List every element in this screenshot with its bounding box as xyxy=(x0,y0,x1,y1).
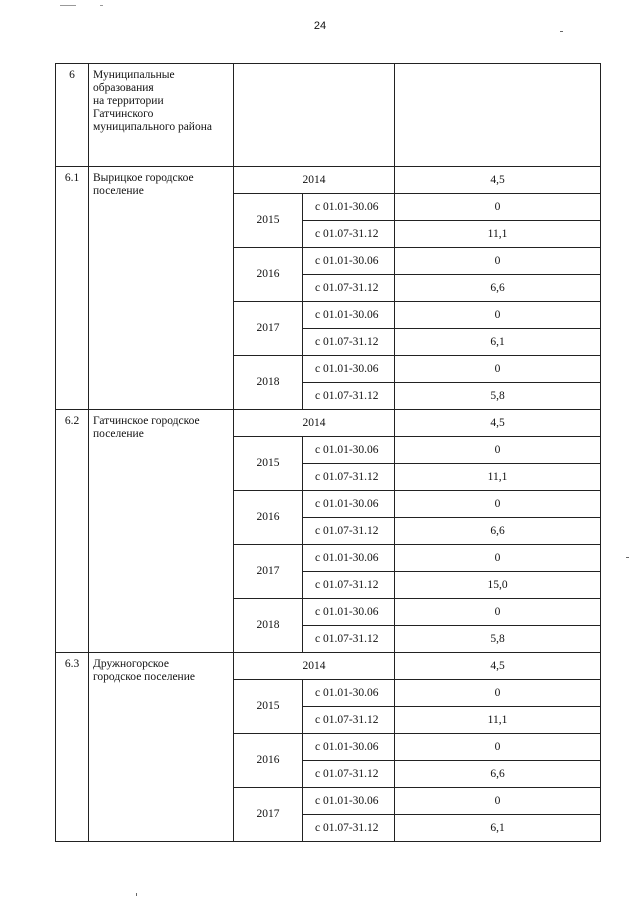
year-cell: 2014 xyxy=(234,653,395,680)
page-number: 24 xyxy=(313,20,327,32)
value-cell: 4,5 xyxy=(395,167,601,194)
year-cell: 2018 xyxy=(234,356,303,410)
name-line: Дружногорское xyxy=(93,658,169,670)
row-number: 6 xyxy=(56,64,89,167)
table-body xyxy=(56,64,601,842)
name-line: поселение xyxy=(93,185,144,197)
period-cell: с 01.01-30.06 xyxy=(303,356,395,383)
year-cell: 2014 xyxy=(234,167,395,194)
year-cell: 2018 xyxy=(234,599,303,653)
value-cell: 4,5 xyxy=(395,653,601,680)
value-cell: 0 xyxy=(395,491,601,518)
period-cell: с 01.01-30.06 xyxy=(303,302,395,329)
year-cell: 2017 xyxy=(234,302,303,356)
name-line: Гатчинское городское xyxy=(93,415,200,427)
period-cell: с 01.07-31.12 xyxy=(303,275,395,302)
value-cell: 0 xyxy=(395,788,601,815)
value-cell: 6,1 xyxy=(395,815,601,842)
year-cell: 2016 xyxy=(234,491,303,545)
name-line: Муниципальные xyxy=(93,69,175,81)
period-cell: с 01.07-31.12 xyxy=(303,815,395,842)
period-cell: с 01.01-30.06 xyxy=(303,680,395,707)
year-cell: 2016 xyxy=(234,248,303,302)
value-cell: 11,1 xyxy=(395,707,601,734)
value-cell: 0 xyxy=(395,302,601,329)
row-number: 6.3 xyxy=(56,653,89,842)
year-cell: 2015 xyxy=(234,680,303,734)
value-cell: 11,1 xyxy=(395,221,601,248)
scan-artifact xyxy=(136,893,137,896)
period-cell: с 01.07-31.12 xyxy=(303,707,395,734)
value-cell: 11,1 xyxy=(395,464,601,491)
table-row xyxy=(56,653,601,680)
value-cell: 0 xyxy=(395,734,601,761)
period-cell: с 01.07-31.12 xyxy=(303,383,395,410)
name-line: поселение xyxy=(93,428,144,440)
name-line: муниципального района xyxy=(93,121,212,133)
year-cell: 2017 xyxy=(234,545,303,599)
year-cell: 2015 xyxy=(234,194,303,248)
name-line: Вырицкое городское xyxy=(93,172,194,184)
table-row xyxy=(56,410,601,437)
value-cell: 0 xyxy=(395,194,601,221)
scan-artifact xyxy=(626,557,629,558)
row-name xyxy=(89,653,234,842)
name-line: Гатчинского xyxy=(93,108,154,120)
period-cell: с 01.07-31.12 xyxy=(303,464,395,491)
scan-artifact xyxy=(100,5,103,6)
value-cell: 6,6 xyxy=(395,518,601,545)
year-cell: 2015 xyxy=(234,437,303,491)
period-cell: с 01.01-30.06 xyxy=(303,491,395,518)
period-cell: с 01.01-30.06 xyxy=(303,545,395,572)
row-number: 6.2 xyxy=(56,410,89,653)
period-cell: с 01.01-30.06 xyxy=(303,788,395,815)
row-name xyxy=(89,410,234,653)
name-line: городское поселение xyxy=(93,671,195,683)
period-cell: с 01.07-31.12 xyxy=(303,221,395,248)
table-row xyxy=(56,167,601,194)
year-cell: 2016 xyxy=(234,734,303,788)
value-cell: 0 xyxy=(395,545,601,572)
name-line: образования xyxy=(93,82,154,94)
year-cell: 2017 xyxy=(234,788,303,842)
empty-cell xyxy=(395,64,601,167)
value-cell: 0 xyxy=(395,437,601,464)
period-cell: с 01.07-31.12 xyxy=(303,518,395,545)
period-cell: с 01.07-31.12 xyxy=(303,572,395,599)
table-header-row xyxy=(56,64,601,167)
value-cell: 5,8 xyxy=(395,626,601,653)
tariff-table xyxy=(55,63,601,842)
row-name xyxy=(89,167,234,410)
period-cell: с 01.01-30.06 xyxy=(303,248,395,275)
period-cell: с 01.07-31.12 xyxy=(303,761,395,788)
row-name xyxy=(89,64,234,167)
period-cell: с 01.07-31.12 xyxy=(303,626,395,653)
value-cell: 5,8 xyxy=(395,383,601,410)
value-cell: 0 xyxy=(395,356,601,383)
period-cell: с 01.01-30.06 xyxy=(303,437,395,464)
value-cell: 15,0 xyxy=(395,572,601,599)
empty-cell xyxy=(234,64,395,167)
value-cell: 0 xyxy=(395,599,601,626)
period-cell: с 01.07-31.12 xyxy=(303,329,395,356)
period-cell: с 01.01-30.06 xyxy=(303,194,395,221)
name-line: на территории xyxy=(93,95,164,107)
value-cell: 0 xyxy=(395,248,601,275)
year-cell: 2014 xyxy=(234,410,395,437)
period-cell: с 01.01-30.06 xyxy=(303,734,395,761)
value-cell: 0 xyxy=(395,680,601,707)
period-cell: с 01.01-30.06 xyxy=(303,599,395,626)
scan-artifact xyxy=(60,5,76,6)
value-cell: 6,1 xyxy=(395,329,601,356)
value-cell: 6,6 xyxy=(395,761,601,788)
value-cell: 4,5 xyxy=(395,410,601,437)
row-number: 6.1 xyxy=(56,167,89,410)
value-cell: 6,6 xyxy=(395,275,601,302)
